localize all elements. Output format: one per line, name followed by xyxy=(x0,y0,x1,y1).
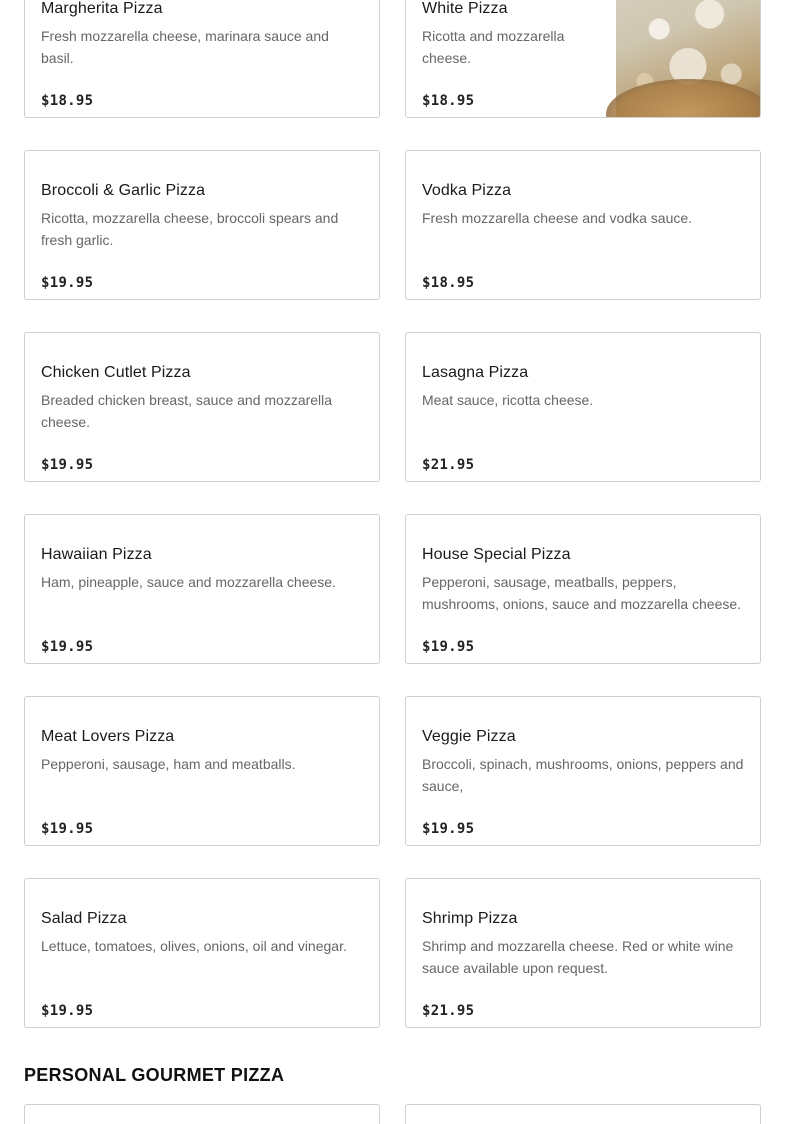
menu-item-description: Ricotta, mozzarella cheese, broccoli spears and fresh garlic. xyxy=(41,210,339,248)
menu-item-card[interactable] xyxy=(24,514,380,664)
menu-item-description: Lettuce, tomatoes, olives, onions, oil and vinegar. xyxy=(41,938,347,954)
menu-item-price: $19.95 xyxy=(422,821,475,837)
menu-item-description: Shrimp and mozzarella cheese. Red or white wine sauce available upon request. xyxy=(422,938,734,976)
menu-item-price: $19.95 xyxy=(41,457,94,473)
menu-item-description: Meat sauce, ricotta cheese. xyxy=(422,392,594,408)
menu-item-card[interactable] xyxy=(24,0,380,118)
menu-item-description: Breaded chicken breast, sauce and mozzarella cheese. xyxy=(41,392,333,430)
menu-item-description: Pepperoni, sausage, ham and meatballs. xyxy=(41,756,296,772)
menu-item-body xyxy=(422,727,744,797)
menu-item-card[interactable] xyxy=(24,1104,380,1124)
menu-item-body xyxy=(41,363,363,433)
menu-item-name: Salad Pizza xyxy=(41,910,127,927)
menu-item-price: $19.95 xyxy=(41,639,94,655)
menu-item-body xyxy=(422,363,744,411)
menu-item-price: $21.95 xyxy=(422,1003,475,1019)
menu-item-card[interactable] xyxy=(24,878,380,1028)
menu-item-description: Fresh mozzarella cheese, marinara sauce and basil. xyxy=(41,28,329,66)
next-section-item-grid xyxy=(24,1104,761,1124)
menu-item-description: Ham, pineapple, sauce and mozzarella cheese. xyxy=(41,574,336,590)
menu-item-price: $18.95 xyxy=(41,93,94,109)
menu-item-grid xyxy=(24,0,761,1028)
menu-item-body xyxy=(422,0,600,69)
menu-item-card[interactable] xyxy=(405,150,761,300)
menu-item-name: Veggie Pizza xyxy=(422,728,516,745)
menu-item-price: $21.95 xyxy=(422,457,475,473)
menu-item-name: Shrimp Pizza xyxy=(422,910,518,927)
menu-item-body xyxy=(422,545,744,615)
menu-item-card[interactable] xyxy=(405,1104,761,1124)
menu-item-name: Margherita Pizza xyxy=(41,0,163,17)
menu-item-price: $19.95 xyxy=(422,639,475,655)
menu-item-name: Lasagna Pizza xyxy=(422,364,529,381)
menu-item-card[interactable] xyxy=(405,514,761,664)
menu-item-body xyxy=(422,181,744,229)
menu-item-card[interactable] xyxy=(24,696,380,846)
section-title: PERSONAL GOURMET PIZZA xyxy=(24,1065,285,1085)
menu-item-body xyxy=(41,0,363,69)
menu-item-name: White Pizza xyxy=(422,0,508,17)
menu-item-body xyxy=(41,545,363,593)
menu-item-description: Ricotta and mozzarella cheese. xyxy=(422,28,565,66)
menu-item-description: Broccoli, spinach, mushrooms, onions, peppers and sauce, xyxy=(422,756,744,794)
menu-item-name: House Special Pizza xyxy=(422,546,571,563)
menu-item-price: $19.95 xyxy=(41,821,94,837)
menu-item-card[interactable] xyxy=(405,878,761,1028)
menu-item-name: Chicken Cutlet Pizza xyxy=(41,364,191,381)
menu-item-card[interactable] xyxy=(24,332,380,482)
menu-item-name: Broccoli & Garlic Pizza xyxy=(41,182,206,199)
menu-item-price: $18.95 xyxy=(422,275,475,291)
menu-item-price: $19.95 xyxy=(41,1003,94,1019)
menu-item-name: Vodka Pizza xyxy=(422,182,512,199)
menu-item-name: Meat Lovers Pizza xyxy=(41,728,175,745)
menu-item-photo xyxy=(616,0,760,118)
menu-item-body xyxy=(41,727,363,775)
menu-item-card[interactable] xyxy=(405,0,761,118)
menu-item-body xyxy=(41,181,363,251)
menu-item-card[interactable] xyxy=(405,332,761,482)
menu-item-description: Fresh mozzarella cheese and vodka sauce. xyxy=(422,210,693,226)
menu-item-description: Pepperoni, sausage, meatballs, peppers, mushrooms, onions, sauce and mozzarella cheese. xyxy=(422,574,742,612)
menu-item-body xyxy=(41,909,363,957)
menu-item-body xyxy=(422,909,744,979)
menu-item-card[interactable] xyxy=(405,696,761,846)
menu-item-price: $18.95 xyxy=(422,93,475,109)
menu-item-card[interactable] xyxy=(24,150,380,300)
menu-item-name: Hawaiian Pizza xyxy=(41,546,152,563)
menu-item-price: $19.95 xyxy=(41,275,94,291)
